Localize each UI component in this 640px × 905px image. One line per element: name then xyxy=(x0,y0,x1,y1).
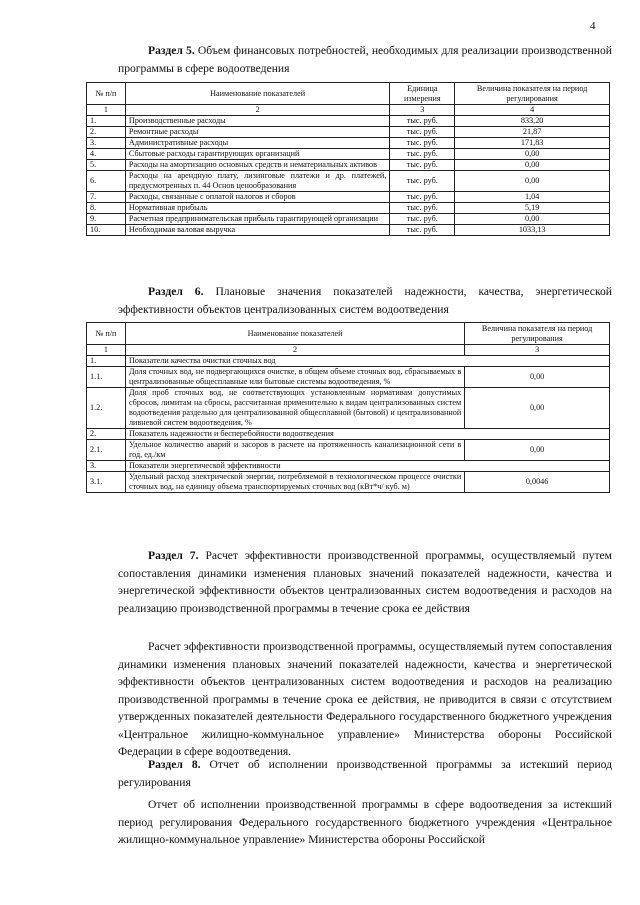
row-number: 5. xyxy=(87,160,126,171)
indicator-name: Расходы, связанные с оплатой налогов и сборов xyxy=(125,192,389,203)
section-title: Расчет эффективности производственной программы, осуществляемый путем сопоставления динамики изменения плановых значений показателей надежности, качества и энергетической эффективности объектов централизованных систем водоотведения и расходов на реализацию производственной программы в течение срока ее действия xyxy=(118,549,612,615)
unit: тыс. руб. xyxy=(390,127,455,138)
indicator-name: Показатели энергетической эффективности xyxy=(125,461,609,472)
section-label: Раздел 8. xyxy=(148,758,201,771)
value: 0,00 xyxy=(455,149,610,160)
row-number: 2. xyxy=(87,127,126,138)
indicator-name: Нормативная прибыль xyxy=(125,203,389,214)
col-num: 2 xyxy=(125,105,389,116)
table-row xyxy=(87,356,610,367)
section-label: Раздел 7. xyxy=(148,549,199,562)
col-num: 1 xyxy=(87,105,126,116)
col-num: 4 xyxy=(455,105,610,116)
row-number: 2.1. xyxy=(87,440,126,461)
section-label: Раздел 5. xyxy=(148,44,195,57)
value: 171,83 xyxy=(455,138,610,149)
table-row xyxy=(87,116,610,127)
row-number: 8. xyxy=(87,203,126,214)
value: 0,00 xyxy=(455,171,610,192)
col-num: 3 xyxy=(390,105,455,116)
table-row xyxy=(87,203,610,214)
section-title: Объем финансовых потребностей, необходимых для реализации производственной программы в сфере водоотведения xyxy=(118,44,612,75)
col-num: 3 xyxy=(465,345,610,356)
value: 5,19 xyxy=(455,203,610,214)
row-number: 3.1. xyxy=(87,472,126,493)
value: 1033,13 xyxy=(455,225,610,236)
row-number: 3. xyxy=(87,461,126,472)
table-row xyxy=(87,225,610,236)
indicator-name: Ремонтные расходы xyxy=(125,127,389,138)
unit: тыс. руб. xyxy=(390,171,455,192)
row-number: 10. xyxy=(87,225,126,236)
unit: тыс. руб. xyxy=(390,203,455,214)
indicator-name: Расходы на амортизацию основных средств и нематериальных активов xyxy=(125,160,389,171)
unit: тыс. руб. xyxy=(390,192,455,203)
section-7-text xyxy=(118,638,612,761)
indicator-name: Удельное количество аварий и засоров в расчете на протяженность канализационной сети в год, ед./км xyxy=(125,440,464,461)
value: 1,04 xyxy=(455,192,610,203)
value: 21,87 xyxy=(455,127,610,138)
indicators-table xyxy=(86,322,610,493)
table-row xyxy=(87,171,610,192)
indicator-name: Удельный расход электрической энергии, потребляемой в технологическом процессе очистки сточных вод, на единицу объема транспортируемых сточных вод (кВт*ч/ куб. м) xyxy=(125,472,464,493)
section-title: Отчет об исполнении производственной программы за истекший период регулирования xyxy=(118,758,613,789)
row-number: 9. xyxy=(87,214,126,225)
row-number: 7. xyxy=(87,192,126,203)
value: 0,00 xyxy=(465,440,610,461)
table-row xyxy=(87,461,610,472)
section-title: Плановые значения показателей надежности, качества, энергетической эффективности объектов централизованных систем водоотведения xyxy=(118,285,612,316)
page-number: 4 xyxy=(590,20,596,32)
indicator-name: Расчетная предпринимательская прибыль гарантирующей организации xyxy=(125,214,389,225)
value: 0,0046 xyxy=(465,472,610,493)
table-row xyxy=(87,160,610,171)
unit: тыс. руб. xyxy=(390,225,455,236)
value: 0,00 xyxy=(455,214,610,225)
row-number: 1. xyxy=(87,356,126,367)
table-row xyxy=(87,149,610,160)
table-row xyxy=(87,138,610,149)
header-cell: Величина показателя на период регулирования xyxy=(465,323,610,345)
indicator-name: Показатели качества очистки сточных вод xyxy=(125,356,609,367)
header-cell: Величина показателя на период регулирования xyxy=(455,83,610,105)
unit: тыс. руб. xyxy=(390,214,455,225)
unit: тыс. руб. xyxy=(390,149,455,160)
table-row xyxy=(87,127,610,138)
unit: тыс. руб. xyxy=(390,138,455,149)
section-6-heading xyxy=(118,283,612,318)
table-row xyxy=(87,192,610,203)
table-row xyxy=(87,472,610,493)
row-number: 1.1. xyxy=(87,367,126,388)
row-number: 3. xyxy=(87,138,126,149)
row-number: 1. xyxy=(87,116,126,127)
section-8-text xyxy=(118,796,612,849)
section-5-heading xyxy=(118,42,612,77)
row-number: 1.2. xyxy=(87,388,126,429)
section-8-heading xyxy=(118,756,612,791)
indicator-name: Административные расходы xyxy=(125,138,389,149)
header-cell: Наименование показателей xyxy=(125,83,389,105)
header-cell: Наименование показателей xyxy=(125,323,464,345)
indicator-name: Сбытовые расходы гарантирующих организаций xyxy=(125,149,389,160)
indicator-name: Необходимая валовая выручка xyxy=(125,225,389,236)
col-num: 1 xyxy=(87,345,126,356)
indicator-name: Показатель надежности и бесперебойности водоотведения xyxy=(125,429,609,440)
table-row xyxy=(87,388,610,429)
row-number: 4. xyxy=(87,149,126,160)
table-row xyxy=(87,440,610,461)
indicator-name: Расходы на арендную плату, лизинговые платежи и др. платежей, предусмотренных п. 44 Основ ценообразования xyxy=(125,171,389,192)
section-label: Раздел 6. xyxy=(148,285,204,298)
unit: тыс. руб. xyxy=(390,160,455,171)
header-cell: № п/п xyxy=(87,323,126,345)
value: 0,00 xyxy=(465,388,610,429)
paragraph: Расчет эффективности производственной программы, осуществляемый путем сопоставления динамики изменения плановых значений показателей надежности, качества и энергетической эффективности объектов централизованных систем водоотведения и расходов на реализацию производственной программы в течение срока ее действия, не приводится в связи с отсутствием утвержденных показателей деятельности Федерального государственного бюджетного учреждения «Центральное жилищно-коммунальное управление» Министерства обороны Российской Федерации в сфере водоотведения. xyxy=(118,640,612,758)
unit: тыс. руб. xyxy=(390,116,455,127)
indicator-name: Производственные расходы xyxy=(125,116,389,127)
table-row xyxy=(87,214,610,225)
financial-needs-table xyxy=(86,82,610,236)
header-cell: № п/п xyxy=(87,83,126,105)
table-row xyxy=(87,429,610,440)
col-num: 2 xyxy=(125,345,464,356)
value: 0,00 xyxy=(465,367,610,388)
indicator-name: Доля проб сточных вод, не соответствующих установленным нормативам допустимых сбросов, лимитам на сбросы, рассчитанная применительно к видам централизованных систем водоотведения раздельно для централизованной общесплавной (бытовой) и централизованной ливневой систем водоотведения, % xyxy=(125,388,464,429)
row-number: 6. xyxy=(87,171,126,192)
value: 833,20 xyxy=(455,116,610,127)
row-number: 2. xyxy=(87,429,126,440)
section-7-heading xyxy=(118,547,612,617)
table-row xyxy=(87,367,610,388)
header-cell: Единица измерения xyxy=(390,83,455,105)
indicator-name: Доля сточных вод, не подвергающихся очистке, в общем объеме сточных вод, сбрасываемых в централизованные общесплавные или бытовые системы водоотведения, % xyxy=(125,367,464,388)
value: 0,00 xyxy=(455,160,610,171)
paragraph: Отчет об исполнении производственной программы в сфере водоотведения за истекший период регулирования Федерального государственного бюджетного учреждения «Центральное жилищно-коммунальное управление» Министерства обороны Российской xyxy=(118,798,612,846)
